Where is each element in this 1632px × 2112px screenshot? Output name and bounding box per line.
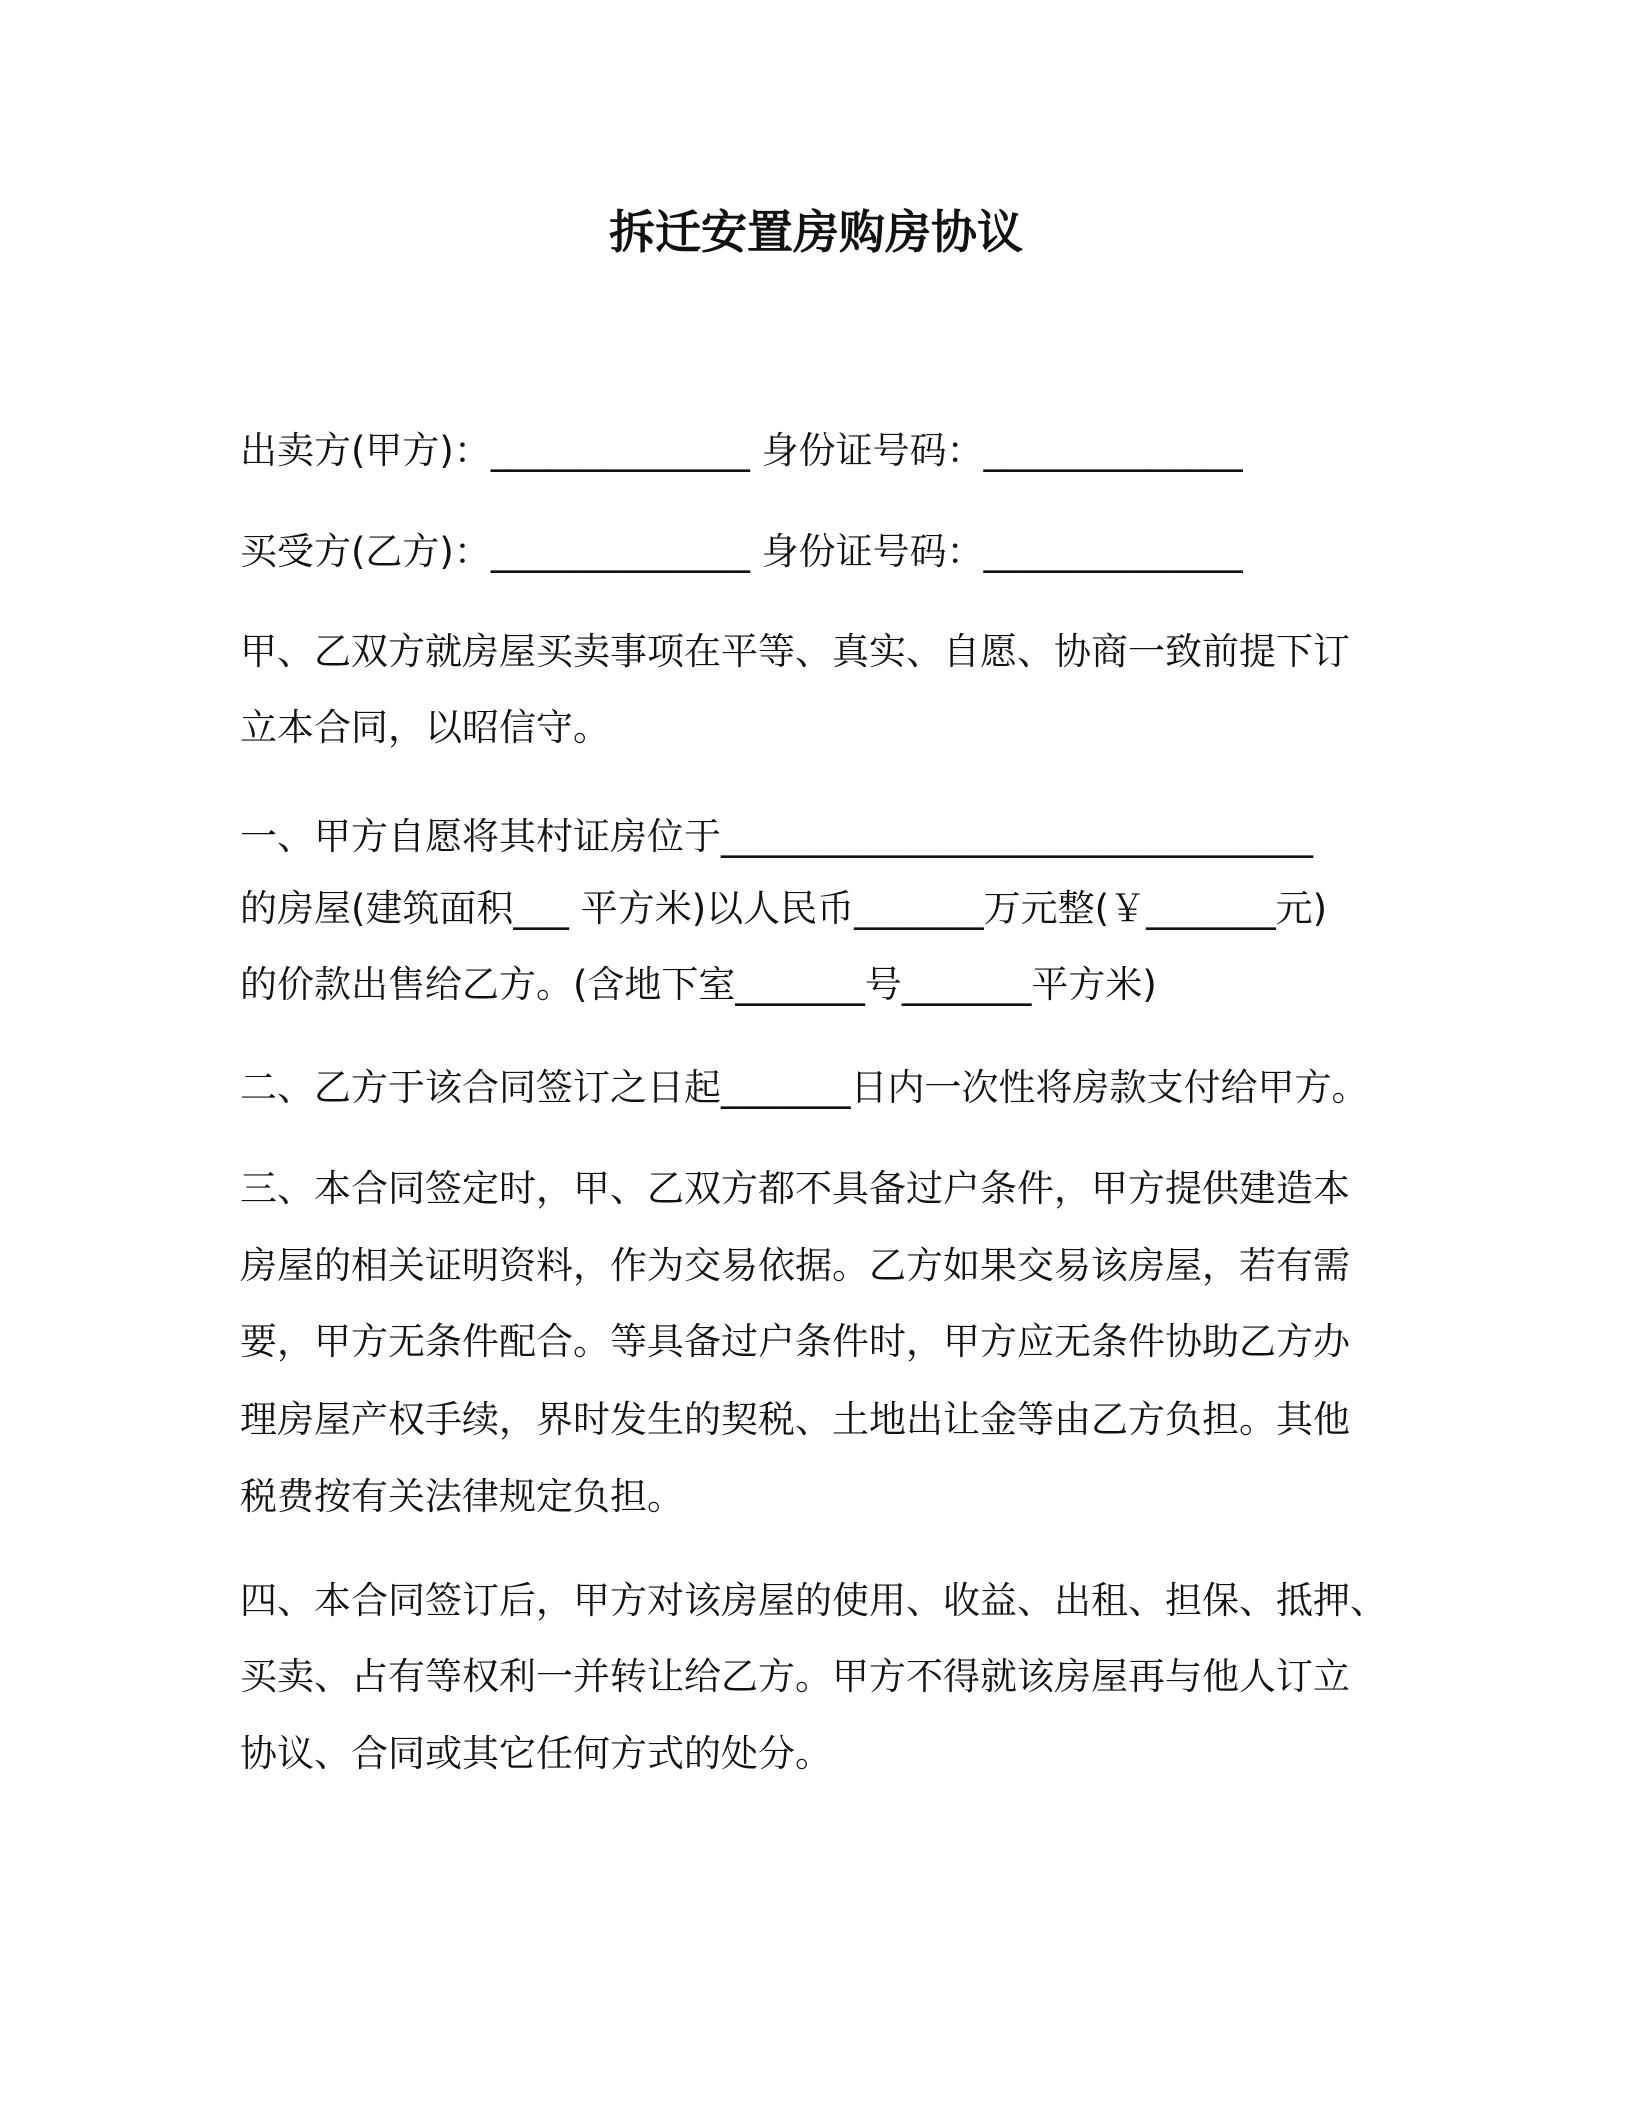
document-title: 拆迁安置房购房协议 xyxy=(609,205,1023,259)
clause-1-line: 的价款出售给乙方。(含地下室_______号_______平方米) xyxy=(240,963,1157,1006)
clause-4-line: 协议、合同或其它任何方式的处分。 xyxy=(240,1732,832,1775)
clause-1-line: 的房屋(建筑面积___ 平方米)以人民币_______万元整(￥_______元) xyxy=(240,887,1328,930)
buyer-line: 买受方(乙方)：______________ 身份证号码：______________ xyxy=(240,530,1243,573)
preamble-line: 立本合同，以昭信守。 xyxy=(240,706,610,749)
clause-4-line: 买卖、占有等权利一并转让给乙方。甲方不得就该房屋再与他人订立 xyxy=(240,1655,1350,1698)
clause-1-line: 一、甲方自愿将其村证房位于________________________________ xyxy=(240,815,1313,858)
clause-3-line: 房屋的相关证明资料，作为交易依据。乙方如果交易该房屋，若有需 xyxy=(240,1244,1350,1287)
clause-4-line: 四、本合同签订后，甲方对该房屋的使用、收益、出租、担保、抵押、 xyxy=(240,1579,1387,1622)
clause-3-line: 要，甲方无条件配合。等具备过户条件时，甲方应无条件协助乙方办 xyxy=(240,1320,1350,1363)
clause-3-line: 三、本合同签定时，甲、乙双方都不具备过户条件，甲方提供建造本 xyxy=(240,1167,1350,1210)
clause-3-line: 税费按有关法律规定负担。 xyxy=(240,1475,684,1518)
seller-line: 出卖方(甲方)：______________ 身份证号码：______________ xyxy=(240,429,1243,472)
preamble-line: 甲、乙双方就房屋买卖事项在平等、真实、自愿、协商一致前提下订 xyxy=(240,630,1350,673)
clause-3-line: 理房屋产权手续，界时发生的契税、土地出让金等由乙方负担。其他 xyxy=(240,1398,1350,1441)
clause-2-line: 二、乙方于该合同签订之日起_______日内一次性将房款支付给甲方。 xyxy=(240,1066,1369,1109)
